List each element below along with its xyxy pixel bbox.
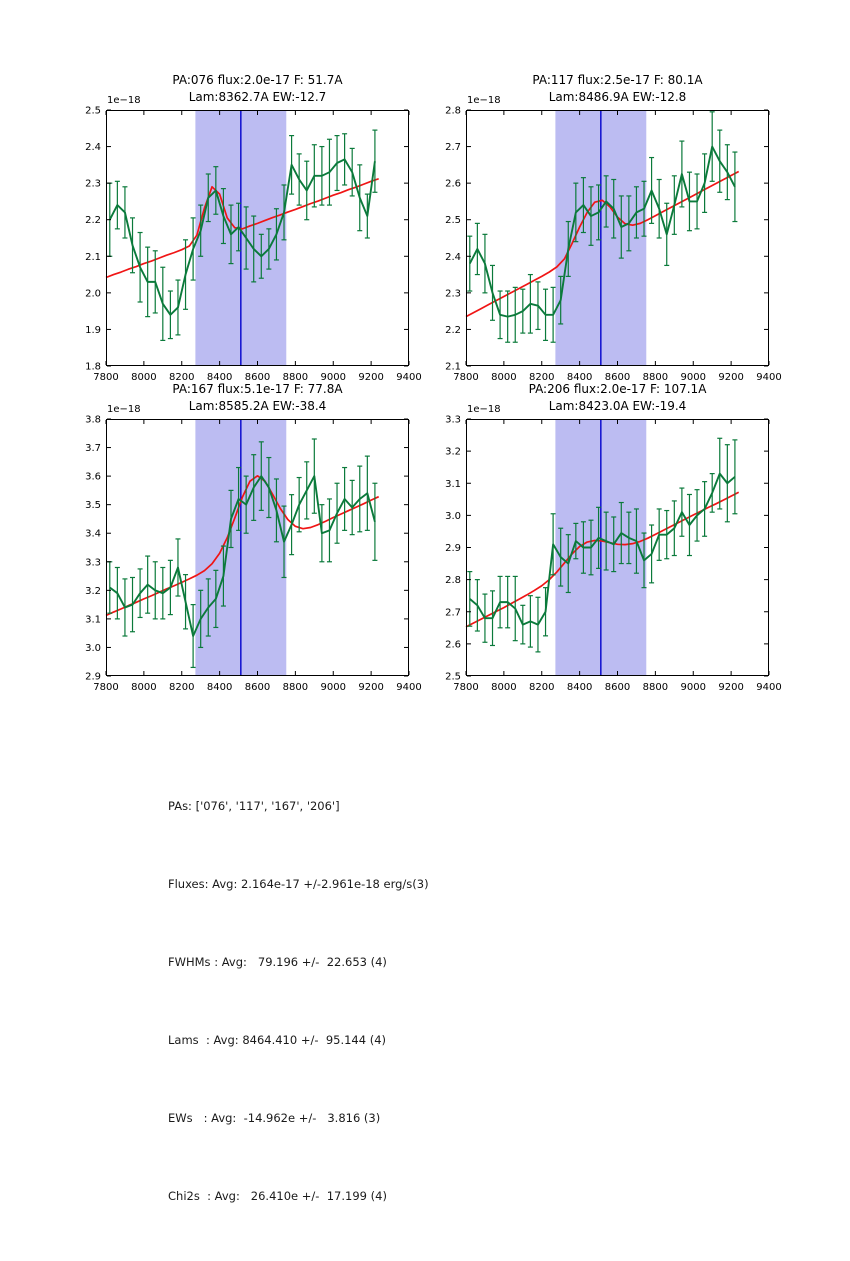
subplot-pa167 <box>85 414 422 693</box>
y-axis-offset-label: 1e−18 <box>467 95 501 106</box>
y-axis-offset-label: 1e−18 <box>107 95 141 106</box>
x-tick-label: 9000 <box>680 682 706 693</box>
y-tick-label: 3.5 <box>85 500 101 512</box>
x-tick-label: 8200 <box>169 682 195 693</box>
y-tick-label: 2.8 <box>445 105 461 117</box>
y-tick-label: 1.8 <box>85 361 101 373</box>
x-tick-label: 9000 <box>320 682 346 693</box>
y-tick-label: 2.3 <box>445 288 461 300</box>
y-tick-label: 3.1 <box>85 614 101 626</box>
y-tick-label: 3.6 <box>85 471 101 483</box>
x-tick-label: 9200 <box>718 372 744 383</box>
y-tick-label: 2.5 <box>445 215 461 227</box>
y-tick-label: 2.5 <box>445 671 461 683</box>
y-tick-label: 2.4 <box>85 142 101 154</box>
summary-stats-block <box>168 741 429 1261</box>
x-tick-label: 8600 <box>244 372 271 383</box>
x-tick-label: 8400 <box>206 372 233 383</box>
x-tick-label: 9400 <box>396 372 422 383</box>
plot-title-pa206-line2: Lam:8423.0A EW:-19.4 <box>548 399 687 413</box>
y-tick-label: 3.4 <box>85 528 101 540</box>
y-tick-label: 2.8 <box>445 575 461 587</box>
y-tick-label: 3.8 <box>85 414 101 426</box>
summary-line-fwhms: FWHMs : Avg: 79.196 +/- 22.653 (4) <box>168 955 387 969</box>
x-tick-label: 8400 <box>566 682 593 693</box>
x-tick-label: 9000 <box>680 372 706 383</box>
y-tick-label: 2.2 <box>445 324 461 336</box>
x-tick-label: 9400 <box>756 682 782 693</box>
y-tick-label: 1.9 <box>85 324 101 336</box>
y-tick-label: 2.2 <box>85 215 101 227</box>
y-tick-label: 3.2 <box>445 446 461 458</box>
x-tick-label: 8200 <box>529 682 555 693</box>
y-tick-label: 2.7 <box>445 142 461 154</box>
y-tick-label: 2.6 <box>445 639 461 651</box>
y-tick-label: 2.3 <box>85 178 101 190</box>
plot-title-pa076-line2: Lam:8362.7A EW:-12.7 <box>188 90 327 104</box>
y-tick-label: 3.0 <box>85 642 101 654</box>
x-tick-label: 8600 <box>604 682 631 693</box>
x-tick-label: 8200 <box>169 372 195 383</box>
x-tick-label: 8000 <box>131 682 157 693</box>
y-tick-label: 3.2 <box>85 585 101 597</box>
x-tick-label: 8000 <box>491 372 517 383</box>
y-axis-offset-label: 1e−18 <box>107 404 141 415</box>
y-tick-label: 3.3 <box>445 414 461 426</box>
y-tick-label: 2.4 <box>445 251 461 263</box>
x-tick-label: 8600 <box>244 682 271 693</box>
y-tick-label: 3.0 <box>445 510 461 522</box>
plot-title-pa117-line1: PA:117 flux:2.5e-17 F: 80.1A <box>532 73 703 87</box>
summary-line-pas: PAs: ['076', '117', '167', '206'] <box>168 799 340 813</box>
y-tick-label: 3.1 <box>445 478 461 490</box>
y-tick-label: 2.9 <box>445 543 461 554</box>
x-tick-label: 9400 <box>756 372 782 383</box>
x-tick-label: 7800 <box>93 682 119 693</box>
summary-line-chi2s: Chi2s : Avg: 26.410e +/- 17.199 (4) <box>168 1189 387 1203</box>
x-tick-label: 8000 <box>131 372 157 383</box>
subplot-pa206 <box>445 414 782 693</box>
plot-title-pa167-line1: PA:167 flux:5.1e-17 F: 77.8A <box>172 382 343 396</box>
subplot-pa076 <box>85 105 422 383</box>
x-tick-label: 8800 <box>642 682 669 693</box>
x-tick-label: 8800 <box>282 682 309 693</box>
summary-line-lams: Lams : Avg: 8464.410 +/- 95.144 (4) <box>168 1033 387 1047</box>
y-tick-label: 2.0 <box>85 288 101 300</box>
x-tick-label: 8600 <box>604 372 631 383</box>
y-tick-label: 2.7 <box>445 607 461 619</box>
x-tick-label: 7800 <box>453 682 479 693</box>
x-tick-label: 7800 <box>93 372 119 383</box>
x-tick-label: 8000 <box>491 682 517 693</box>
x-tick-label: 9200 <box>358 372 384 383</box>
x-tick-label: 8200 <box>529 372 555 383</box>
plot-title-pa206-line1: PA:206 flux:2.0e-17 F: 107.1A <box>528 382 707 396</box>
plot-title-pa167-line2: Lam:8585.2A EW:-38.4 <box>188 399 327 413</box>
y-tick-label: 2.6 <box>445 178 461 190</box>
summary-line-ews: EWs : Avg: -14.962e +/- 3.816 (3) <box>168 1111 381 1125</box>
x-tick-label: 8800 <box>642 372 669 383</box>
x-tick-label: 8800 <box>282 372 309 383</box>
x-tick-label: 8400 <box>206 682 233 693</box>
summary-line-fluxes: Fluxes: Avg: 2.164e-17 +/-2.961e-18 erg/s(3) <box>168 877 429 891</box>
plot-title-pa117-line2: Lam:8486.9A EW:-12.8 <box>548 90 687 104</box>
x-tick-label: 9400 <box>396 682 422 693</box>
y-tick-label: 3.7 <box>85 443 101 455</box>
y-tick-label: 3.3 <box>85 557 101 569</box>
y-tick-label: 2.1 <box>445 361 461 373</box>
x-tick-label: 7800 <box>453 372 479 383</box>
y-tick-label: 2.9 <box>85 671 101 683</box>
x-tick-label: 9000 <box>320 372 346 383</box>
x-tick-label: 9200 <box>718 682 744 693</box>
y-axis-offset-label: 1e−18 <box>467 404 501 415</box>
plot-title-pa076-line1: PA:076 flux:2.0e-17 F: 51.7A <box>172 73 343 87</box>
x-tick-label: 9200 <box>358 682 384 693</box>
y-tick-label: 2.1 <box>85 251 101 263</box>
subplot-pa117 <box>445 105 782 383</box>
y-tick-label: 2.5 <box>85 105 101 117</box>
x-tick-label: 8400 <box>566 372 593 383</box>
